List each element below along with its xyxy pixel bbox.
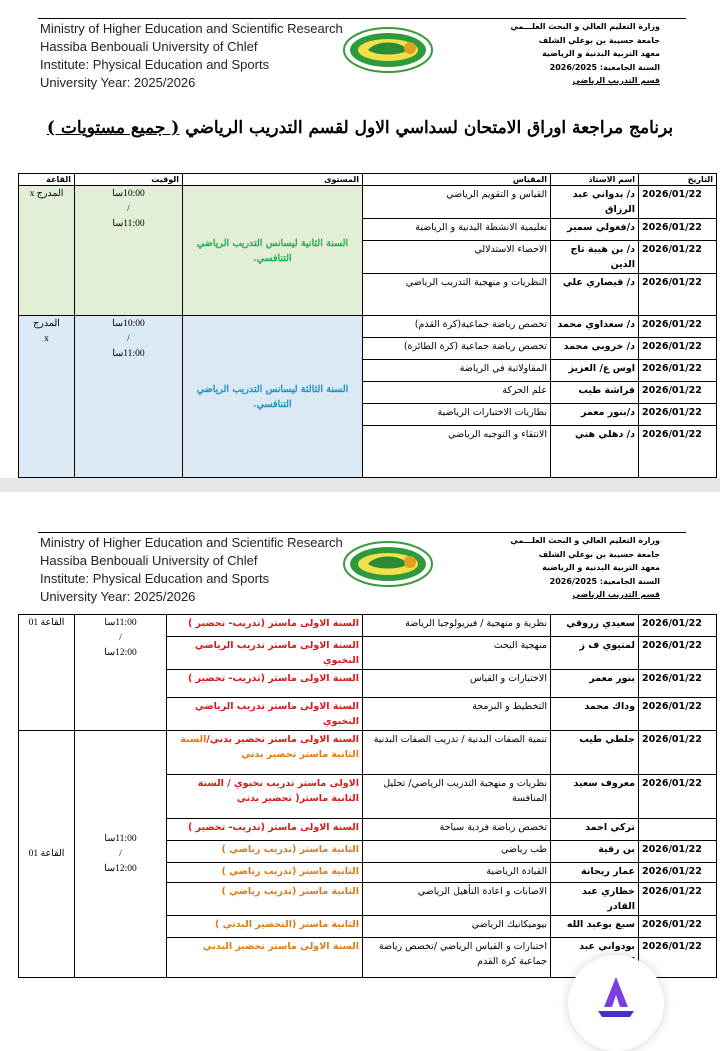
row-date: 2026/01/22 [639,426,717,478]
level-orange-part: السنة الثانية ماستر تحضير بدني [180,734,359,760]
header-en-line: Hassiba Benbouali University of Chlef [40,39,258,54]
header-top-rule [38,532,686,533]
header-ar-line: وزارة التعليم العالي و البحث العلـــمي [510,536,660,545]
row-teacher: جلطي طيب [551,731,639,775]
row-teacher: وداك محمد [551,698,639,731]
time-cell [75,316,183,478]
row-level: السنة الاولى ماستر تدريب الرياضي النخبوي [167,637,363,670]
row-subject: التخطيط و البرمجة [363,698,551,731]
row-level: الثانية ماستر (تدريب رياضي ) [167,883,363,916]
header-en-line: Ministry of Higher Education and Scientific Research [40,21,343,36]
row-date [639,819,717,841]
row-teacher: معروف سعيد [551,775,639,819]
schedule-table-2 [18,614,717,978]
table-header-row [19,174,717,186]
col-subject: المقياس [363,174,551,186]
row-level: السنة الاولى ماستر (تدريب- تحضير ) [167,819,363,841]
row-subject: الانتقاء و التوجيه الرياضي [363,426,551,478]
document-page-2 [0,492,720,1010]
table-row [19,316,717,338]
row-subject: علم الحركة [363,382,551,404]
row-subject: القيادة الرياضية [363,863,551,883]
hall-cell: القاعة 01 [19,731,75,978]
row-teacher: د/ خروبي محمد [551,338,639,360]
time-to: 11:00سا [112,219,145,229]
row-teacher: قراشة طيب [551,382,639,404]
row-subject: نظرية و منهجية / فيزيولوجيا الرياضة [363,615,551,637]
row-date: 2026/01/22 [639,615,717,637]
level-cell: السنة الثالثة ليسانس التدريب الرياضي التنافسي. [183,316,363,478]
header-ar-line: جامعة حسيبة بن بوعلي الشلف [538,549,660,559]
row-date: 2026/01/22 [639,698,717,731]
time-separator: / [119,848,122,859]
row-date: 2026/01/22 [639,670,717,698]
col-hall: القاعة [19,174,75,186]
row-date: 2026/01/22 [639,382,717,404]
header-ar-line: وزارة التعليم العالي و البحث العلـــمي [510,22,660,31]
time-from: 10:00سا [112,319,145,329]
time-from: 10:00سا [112,189,145,199]
row-date: 2026/01/22 [639,863,717,883]
table-row [19,615,717,637]
row-teacher: بودواني عبد [551,938,639,978]
header-department: قسم التدريب الرياضي [572,76,660,85]
row-subject: المقاولاتية في الرياضة [363,360,551,382]
row-subject: القياس و التقويم الرياضي [363,186,551,219]
row-date: 2026/01/22 [639,731,717,775]
row-teacher: تركي احمد [551,819,639,841]
time-from: 11:00سا [104,833,137,844]
col-teacher: اسم الاستاذ [551,174,639,186]
row-teacher: د/ دهلي هني [551,426,639,478]
hall-name: المدرج [33,319,60,329]
time-separator: / [127,204,130,214]
header-arabic [510,534,660,602]
hall-cell [19,316,75,478]
row-teacher: عمار ريحانة [551,863,639,883]
col-time: الوقيت [75,174,183,186]
level-red-part: السنة الاولى ماستر تحضير بدني/ [206,734,359,745]
time-cell [75,615,167,731]
row-teacher: لمتيوي ف ز [551,637,639,670]
header-top-rule [38,18,686,19]
time-cell [75,731,167,978]
row-teacher: خطاري عبد القادر [551,883,639,916]
row-date: 2026/01/22 [639,360,717,382]
row-date: 2026/01/22 [639,637,717,670]
row-teacher: د/ قيصاري علي [551,274,639,316]
row-date: 2026/01/22 [639,274,717,316]
row-teacher: د/ بن هيبة تاج الدين [551,241,639,274]
row-date: 2026/01/22 [639,938,717,978]
row-subject: منهجية البحث [363,637,551,670]
table-row [19,186,717,219]
row-subject: نظريات و منهجية التدريب الرياضي/ تحليل المنافسة [363,775,551,819]
col-level: المستوى [183,174,363,186]
row-subject: طب رياضي [363,841,551,863]
header-department: قسم التدريب الرياضي [572,590,660,599]
header-en-line: University Year: 2025/2026 [40,589,196,604]
row-teacher: د/ بدواني عبد الرزاق [551,186,639,219]
row-teacher: بنور معمر [551,670,639,698]
row-teacher: بن رقية [551,841,639,863]
header-en-line: Institute: Physical Education and Sports [40,571,270,586]
time-from: 11:00سا [104,618,137,628]
row-subject: اختبارات و القياس الرياضي /تخصص رياضة جماعية كرة القدم [363,938,551,978]
assistant-button[interactable] [568,955,664,1051]
row-teacher: اوس ع/ العزيز [551,360,639,382]
row-level: الثانية ماستر (التحضير البدني ) [167,916,363,938]
row-subject: بطاريات الاختبارات الرياضية [363,404,551,426]
header-en-line: Ministry of Higher Education and Scientific Research [40,535,343,550]
row-level: السنة الاولى ماستر (تدريب- تحضير ) [167,670,363,698]
row-level: السنة الاولى ماستر تدريب الرياضي النخبوي [167,698,363,731]
time-separator: / [127,334,130,344]
assistant-star-icon [590,973,642,1025]
row-teacher: د/بنور معمر [551,404,639,426]
col-date: التاريخ [639,174,717,186]
title-main: برنامج مراجعة اوراق الامتحان لسداسي الاول لقسم التدريب الرياضي [185,118,674,138]
row-date: 2026/01/22 [639,883,717,916]
row-date: 2026/01/22 [639,241,717,274]
table-row [19,731,717,775]
header-arabic [510,20,660,88]
row-subject: تخصص رياضة جماعية (كرة الطائرة) [363,338,551,360]
row-date: 2026/01/22 [639,841,717,863]
row-date: 2026/01/22 [639,186,717,219]
level-cell: السنة الثانية ليسانس التدريب الرياضي التنافسي. [183,186,363,316]
header-en-line: University Year: 2025/2026 [40,75,196,90]
university-logo [342,540,434,588]
time-separator: / [119,633,122,643]
row-subject: تعليمية الانشطة البدنية و الرياضية [363,219,551,241]
header-ar-line: السنة الجامعية: 2026/2025 [549,62,660,72]
row-level: السنة الاولى ماستر (تدريب- تحضير ) [167,615,363,637]
header-ar-line: جامعة حسيبة بن بوعلي الشلف [538,35,660,45]
header-english [40,20,343,92]
row-date: 2026/01/22 [639,404,717,426]
row-level: الثانية ماستر (تدريب رياضي ) [167,863,363,883]
header-en-line: Hassiba Benbouali University of Chlef [40,553,258,568]
row-level: السنة الاولى ماستر تحضير البدني [167,938,363,978]
row-subject: بيوميكانيك الرياضي [363,916,551,938]
row-level: الاولى ماستر تدريب نخبوي / السنة الثانية ماستر( تحضير بدني [167,775,363,819]
row-subject: الاحصاء الاستدلالي [363,241,551,274]
university-logo [342,26,434,74]
row-teacher: د/فغولي سمير [551,219,639,241]
time-cell [75,186,183,316]
row-subject: تخصص رياضة فردية سباحة [363,819,551,841]
row-date: 2026/01/22 [639,775,717,819]
row-subject: الاصابات و اعادة التأهيل الرياضي [363,883,551,916]
time-to: 12:00سا [104,648,137,658]
row-date: 2026/01/22 [639,219,717,241]
row-teacher: سعيدي زروقي [551,615,639,637]
row-teacher: د/ سعداوي محمد [551,316,639,338]
row-subject: الاختبارات و القياس [363,670,551,698]
header-en-line: Institute: Physical Education and Sports [40,57,270,72]
document-page-1 [0,0,720,478]
row-subject: تنمية الصفات البدنية / تدريب الصفات البدنية [363,731,551,775]
title-levels: ( جميع مستويات ) [46,118,180,138]
header-ar-line: السنة الجامعية: 2026/2025 [549,576,660,586]
row-date: 2026/01/22 [639,916,717,938]
time-to: 11:00سا [112,349,145,359]
row-date: 2026/01/22 [639,338,717,360]
document-title [0,118,720,138]
row-subject: النظريات و منهجية التدريب الرياضي [363,274,551,316]
row-level [167,731,363,775]
header-ar-line: معهد التربية البدنية و الرياضية [542,563,660,572]
hall-cell: المدرج x [19,186,75,316]
row-date: 2026/01/22 [639,316,717,338]
schedule-table-1 [18,173,717,478]
row-teacher: سبع بوعبد الله [551,916,639,938]
row-level: الثانية ماستر (تدريب رياضي ) [167,841,363,863]
row-subject: تخصص رياضة جماعية(كرة القدم) [363,316,551,338]
header-ar-line: معهد التربية البدنية و الرياضية [542,49,660,58]
hall-number: x [44,334,49,344]
header-english [40,534,343,606]
page-separator [0,478,720,492]
hall-cell: القاعة 01 [19,615,75,731]
time-to: 12:00سا [104,863,137,874]
